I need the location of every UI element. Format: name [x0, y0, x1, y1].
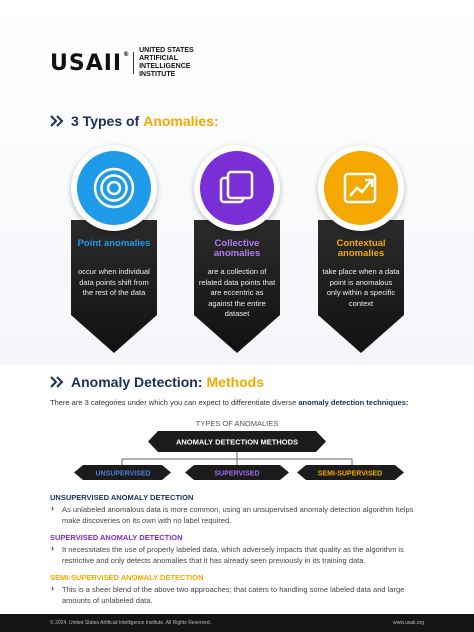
- types-section-title: [50, 113, 219, 129]
- diagram-child-label: SUPERVISED: [214, 470, 260, 478]
- method-heading-semi-supervised: SEMI-SUPERVISED ANOMALY DETECTION: [50, 573, 204, 582]
- brand-logo: USAII®: [50, 50, 131, 76]
- methods-section-title: [50, 374, 264, 390]
- types-title-prefix: 3 Types of: [71, 113, 140, 129]
- card-description: are a collection of related data points that are eccentric as against the entire dataset: [198, 267, 276, 318]
- stacked-layers-icon: [217, 168, 257, 208]
- bullet-chevron-icon: ›: [51, 583, 54, 593]
- anomaly-card-point: [69, 145, 159, 355]
- anomaly-card-contextual: [316, 145, 406, 355]
- card-icon-circle: [194, 145, 280, 231]
- double-chevron-icon: [50, 114, 66, 128]
- card-icon-circle: [71, 145, 157, 231]
- brand-header: [50, 47, 221, 79]
- card-title: Collective anomalies: [213, 238, 261, 259]
- target-icon: [92, 166, 136, 210]
- chart-growth-icon: [341, 168, 381, 208]
- methods-title-accent: Methods: [206, 374, 265, 390]
- diagram-label: TYPES OF ANOMALIES: [195, 419, 279, 428]
- card-description: occur when individual data points shift from the rest of the data: [78, 267, 150, 297]
- method-heading-supervised: SUPERVISED ANOMALY DETECTION: [50, 533, 183, 542]
- card-title: Contextual anomalies: [336, 238, 386, 259]
- diagram-root-label: ANOMALY DETECTION METHODS: [175, 437, 299, 447]
- footer-website-link[interactable]: www.usaii.org: [393, 620, 424, 626]
- bullet-chevron-icon: ›: [51, 543, 54, 553]
- types-title-accent: Anomalies:: [143, 113, 219, 129]
- method-text-supervised: It necessitates the use of properly labeled data, which adversely impacts that quality as the algorithm is restrictive and only detects anomalies that it has already seen previously in its training data.: [62, 545, 404, 565]
- double-chevron-icon: [50, 375, 66, 389]
- methods-title-prefix: Anomaly Detection:: [71, 374, 203, 390]
- page-footer: [0, 614, 474, 632]
- anomaly-card-collective: [192, 145, 282, 355]
- methods-diagram: [0, 428, 474, 486]
- footer-copyright: © 2024. United States Artificial Intelligence Institute. All Rights Reserved.: [50, 620, 211, 626]
- method-text-semi-supervised: This is a sheer blend of the above two approaches; that caters to handling some labeled data and large amounts of unlabeled data.: [62, 585, 405, 605]
- card-icon-circle: [318, 145, 404, 231]
- card-description: take place when a data point is anomalous only within a specific context: [322, 267, 400, 308]
- card-title: Point anomalies: [77, 238, 151, 249]
- method-heading-unsupervised: UNSUPERVISED ANOMALY DETECTION: [50, 493, 194, 502]
- methods-intro: There are 3 categories under which you can expect to differentiate diverse anomaly detection techniques:: [50, 398, 409, 407]
- bullet-chevron-icon: ›: [51, 503, 54, 513]
- method-text-unsupervised: As unlabeled anomalous data is more common, using an unsupervised anomaly detection algorithm helps make discoveries on its own with no label required.: [62, 505, 414, 525]
- diagram-child-label: UNSUPERVISED: [95, 470, 151, 478]
- diagram-child-label: SEMI-SUPERVISED: [317, 470, 383, 478]
- logo-divider: [133, 52, 134, 74]
- brand-org-name: UNITED STATES ARTIFICIAL INTELLIGENCE INSTITUTE: [139, 47, 194, 78]
